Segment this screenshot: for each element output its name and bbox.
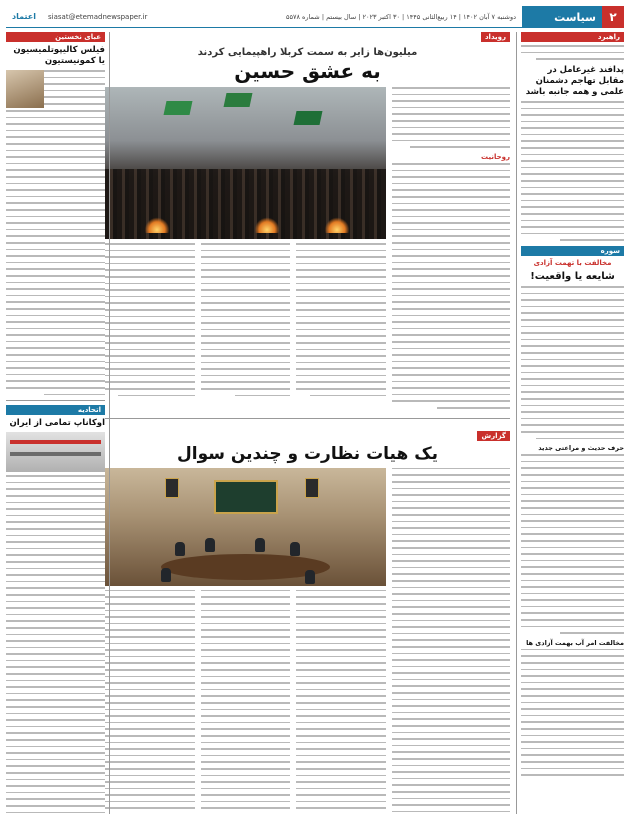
header-date: دوشنبه ۷ آبان ۱۴۰۲ | ۱۴ ربیع‌الثانی ۱۴۴۵ | ۳۰ اکتبر ۲۰۲۳ | سال بیستم | شماره ۵۵۷۸ (285, 12, 516, 21)
page-header (6, 6, 624, 28)
pilgrims-photo (105, 87, 386, 239)
story-main-side-text (392, 87, 510, 414)
story2-body (521, 286, 624, 439)
headline2: یک هیات نظارت و چندین سوال (177, 443, 438, 464)
story1-title: پدافند غیرعامل در مقابل تهاجم دشمنان علمی و همه جانبه باشد (525, 64, 624, 97)
tag-left1: عبای نخستین (6, 32, 105, 42)
story2-side-text (392, 468, 510, 814)
story4-body (521, 649, 624, 776)
headline1-subtitle: میلیون‌ها زایر به سمت کربلا راهپیمایی کردند (197, 47, 418, 58)
left-story1-title: فیلس کالیپوتلمیسیون یا کمونیستیون (13, 45, 105, 67)
left-story1-body (6, 110, 105, 395)
story4-title: مخالفت امر آب بهمت آزادی ها (526, 638, 624, 647)
section-title: سیاست (522, 6, 602, 28)
main-column (105, 32, 510, 814)
headline1: به عشق حسین (234, 59, 381, 83)
tag-soore: سوره (521, 246, 624, 256)
right-column (516, 32, 624, 814)
meeting-photo (105, 468, 386, 586)
story2-kicker: مخالفت با تهمت آزادی (533, 258, 612, 267)
story3-title: حرف حدیث و مراعتی جدید (538, 444, 624, 453)
header-email[interactable]: siasat@etemadnewspaper.ir (48, 12, 148, 21)
story3-body (521, 454, 624, 634)
left-story2-title: اوکاناپ تمامی از ایران (9, 418, 105, 429)
story1-intro (521, 45, 624, 60)
story2-body (105, 590, 386, 814)
story-main-body (105, 243, 386, 401)
left-story1-photo (6, 70, 44, 108)
header-info (42, 6, 522, 28)
page-number: ۲ (602, 6, 624, 28)
tag-rahbord: راهبرد (521, 32, 624, 42)
left-story2-body (6, 475, 105, 814)
story2-title: شایعه یا واقعیت! (530, 270, 615, 282)
newspaper-logo: اعتماد (6, 6, 42, 28)
tag-roydad: رویداد (481, 32, 510, 42)
kicker-rohaniyat: روحانیت (481, 152, 510, 161)
tag-gozaresh: گزارش (477, 431, 510, 441)
left-story2-photo (6, 432, 105, 472)
tag-left2: اتحادیه (6, 405, 105, 415)
story1-body (521, 101, 624, 241)
left-column (6, 32, 110, 814)
